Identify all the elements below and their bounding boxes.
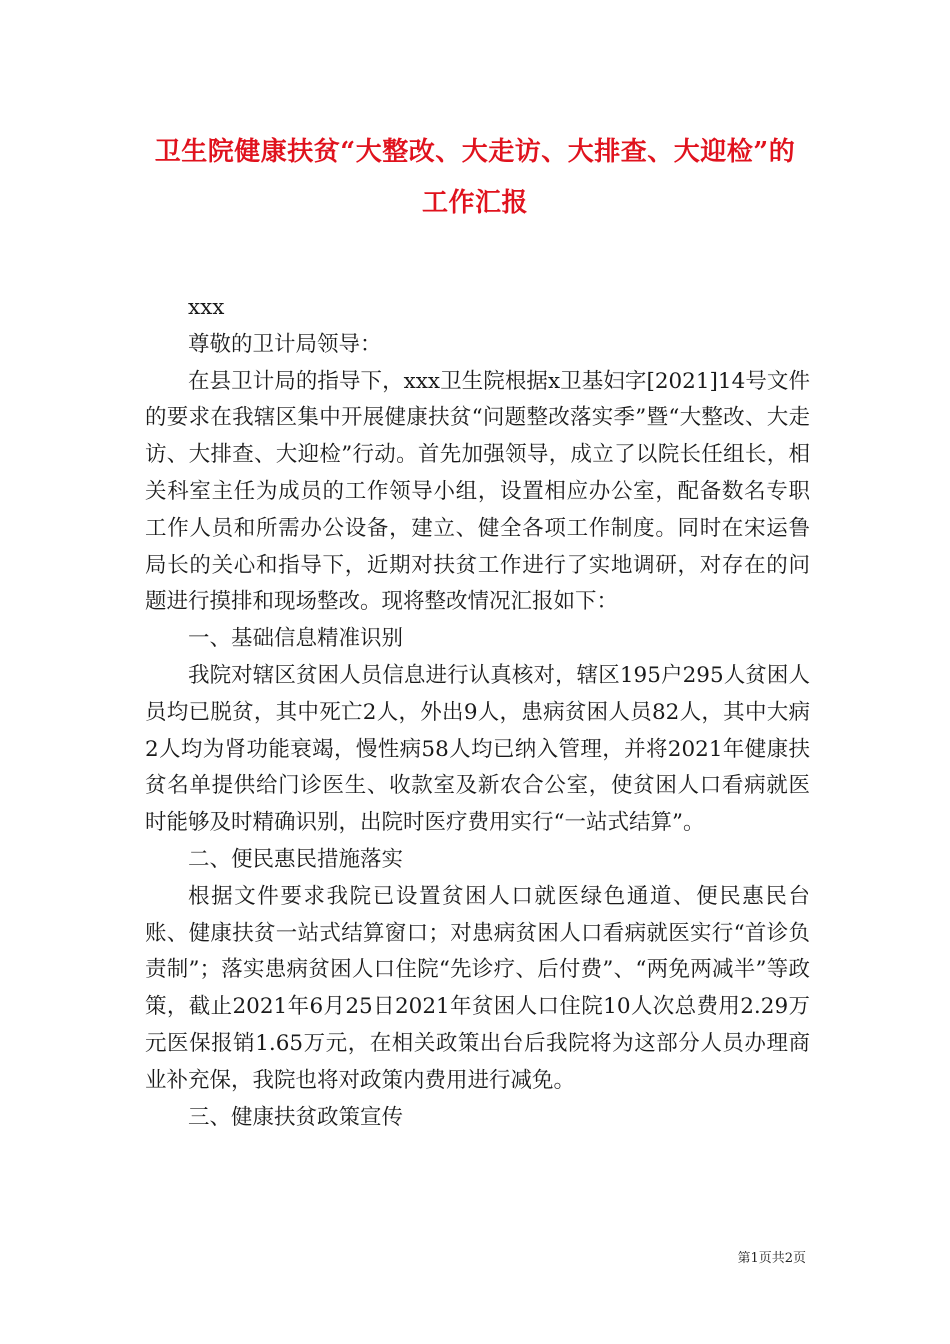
paragraph-section-1: 我院对辖区贫困人员信息进行认真核对，辖区195户295人贫困人员均已脱贫，其中死亡2人，外出9人，患病贫困人员82人，其中大病2人均为肾功能衰竭，慢性病58人均已纳入管理，并将2021年健康扶贫名单提供给门诊医生、收款室及新农合公室，使贫困人口看病就医时能够及时精确识别，出院时医疗费用实行“一站式结算”。 — [145, 662, 810, 836]
section-heading-2: 二、便民惠民措施落实 — [188, 846, 404, 872]
document-body — [145, 290, 810, 1136]
salutation: 尊敬的卫计局领导： — [188, 331, 382, 357]
document-title-line-1: 卫生院健康扶贫“大整改、大走访、大排查、大迎检”的 — [154, 137, 796, 167]
author-line: xxx — [188, 295, 225, 320]
paragraph-section-2: 根据文件要求我院已设置贫困人口就医绿色通道、便民惠民台账、健康扶贫一站式结算窗口；对患病贫困人口看病就医实行“首诊负责制”；落实患病贫困人口住院“先诊疗、后付费”、“两免两减半”等政策，截止2021年6月25日2021年贫困人口住院10人次总费用2.29万元医保报销1.65万元，在相关政策出台后我院将为这部分人员办理商业补充保，我院也将对政策内费用进行减免。 — [145, 883, 810, 1093]
page-number: 第1页共2页 — [737, 1251, 806, 1266]
section-heading-1: 一、基础信息精准识别 — [188, 626, 404, 652]
paragraph-intro: 在县卫计局的指导下，xxx卫生院根据x卫基妇字[2021]14号文件的要求在我辖区集中开展健康扶贫“问题整改落实季”暨“大整改、大走访、大排查、大迎检”行动。首先加强领导，成立了以院长任组长，相关科室主任为成员的工作领导小组，设置相应办公室，配备数名专职工作人员和所需办公设备，建立、健全各项工作制度。同时在宋运鲁局长的关心和指导下，近期对扶贫工作进行了实地调研，对存在的问题进行摸排和现场整改。现将整改情况汇报如下： — [145, 368, 810, 615]
document-title-line-2: 工作汇报 — [421, 188, 528, 218]
section-heading-3: 三、健康扶贫政策宣传 — [188, 1104, 404, 1130]
